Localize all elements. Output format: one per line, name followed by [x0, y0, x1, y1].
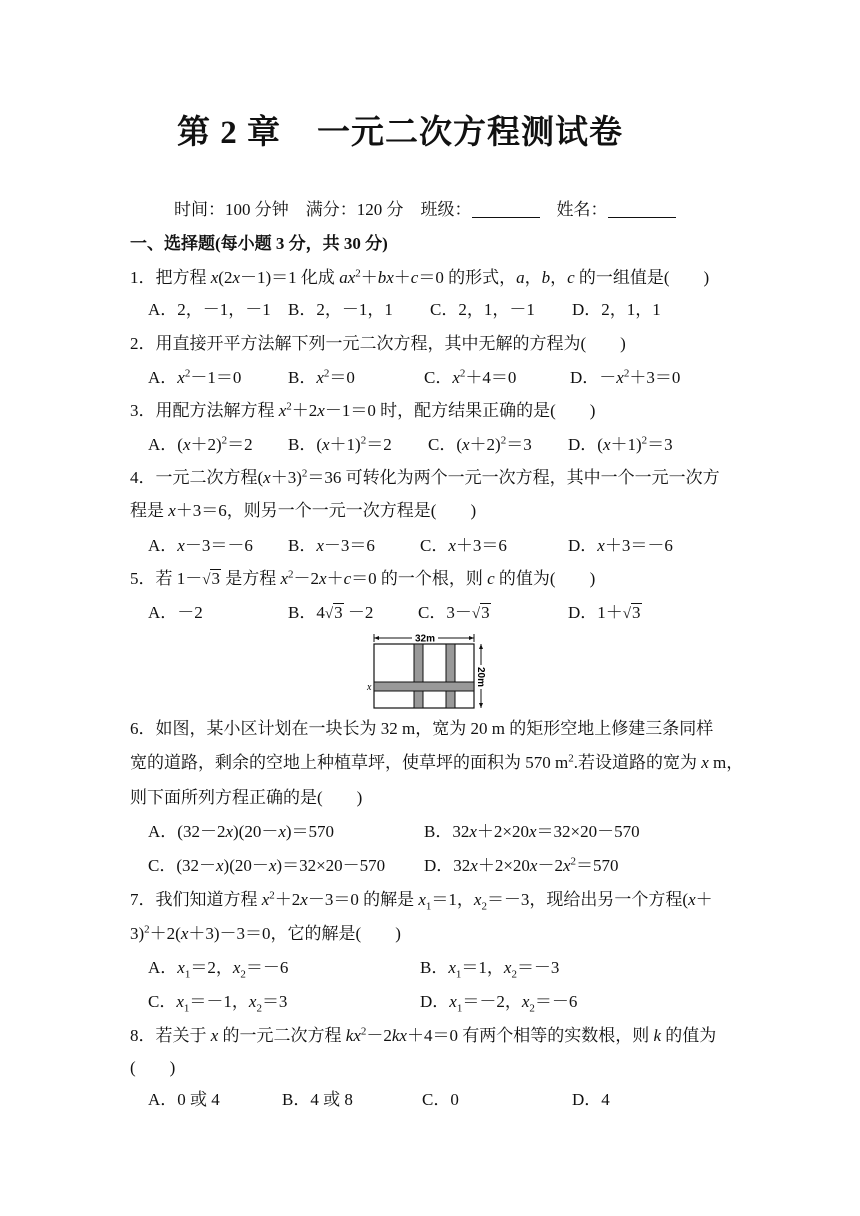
question-6: 6．如图，某小区计划在一块长为 32 m，宽为 20 m 的矩形空地上修建三条同样	[130, 719, 714, 738]
height-label: 20m	[475, 666, 486, 688]
question-4-cont: 程是 x＋3＝6，则另一个一元一次方程是( )	[130, 501, 477, 520]
question-7: 7．我们知道方程 $x^2+2x-3=0$ 的解是 $x_1=1$，$x_2=-3$，现给出另一个方程(x＋	[130, 889, 713, 913]
horizontal-road	[374, 682, 474, 691]
score-label: 满分：120 分	[305, 200, 404, 219]
field-rectangle	[374, 644, 474, 708]
dimension-top	[374, 632, 474, 645]
title-chapter: 第 2 章	[177, 115, 281, 151]
time-label: 时间：100 分钟	[174, 200, 289, 219]
road-width-label: x	[367, 682, 372, 693]
question-3: 3．用配方法解方程 $x^2+2x-1=0$ 时，配方结果正确的是( )	[130, 400, 596, 420]
width-label: 32m	[414, 633, 436, 645]
class-label: 班级：	[420, 200, 472, 219]
dimension-right	[475, 644, 488, 708]
lawn-roads-figure	[364, 632, 500, 712]
name-field[interactable]	[608, 201, 676, 218]
question-6-cont-1: 宽的道路，剩余的空地上种植草坪，使草坪的面积为 570 $m^2$.若设道路的宽为 x m，	[130, 752, 744, 772]
question-8: 8．若关于 x 的一元二次方程 $kx^2-2kx+4=0$ 有两个相等的实数根，则 k 的值为	[130, 1025, 717, 1045]
question-6-cont-2: 则下面所列方程正确的是( )	[130, 788, 363, 807]
class-field[interactable]	[472, 201, 540, 218]
page-title	[0, 106, 800, 153]
vertical-road-1	[414, 644, 423, 708]
section-heading: 一、选择题(每小题 3 分，共 30 分)	[130, 234, 388, 253]
question-5: 5．若 1－√3 是方程 $x^2-2x+c=0$ 的一个根，则 c 的值为( )	[130, 568, 596, 588]
question-4: 4．一元二次方程$(x+3)^2=36$ 可转化为两个一元一次方程，其中一个一元一次方	[130, 467, 720, 487]
question-1: 1．把方程 x(2x－1)＝1 化成 $ax^2+bx+c=0$ 的形式，a，b，c 的一组值是( )	[130, 267, 710, 287]
question-7-cont: 3)$^2$＋2(x＋3)－3＝0，它的解是( )	[130, 923, 401, 943]
vertical-road-2	[446, 644, 455, 708]
title-name: 一元二次方程测试卷	[317, 115, 623, 151]
question-8-cont: ( )	[130, 1058, 176, 1077]
exam-header	[174, 199, 676, 221]
question-2: 2．用直接开平方法解下列一元二次方程，其中无解的方程为( )	[130, 334, 626, 353]
name-label: 姓名：	[556, 200, 608, 219]
